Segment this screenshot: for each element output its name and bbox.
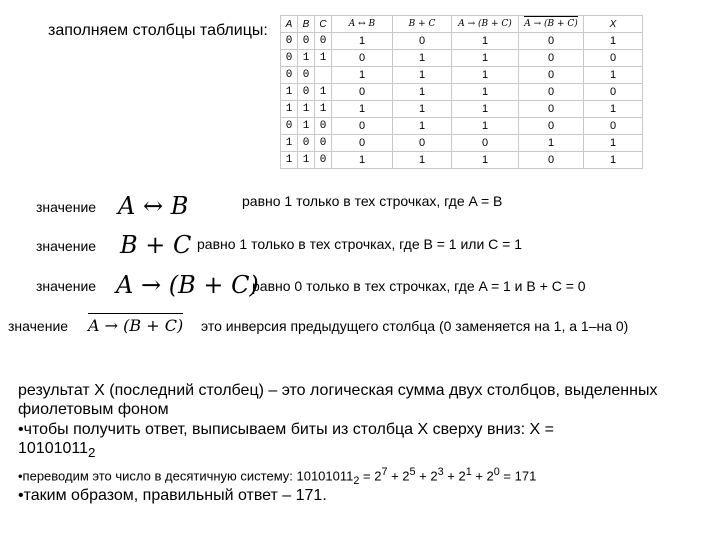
summary-paragraph-2 bbox=[18, 420, 708, 462]
p3-term-5: + 2 bbox=[471, 468, 494, 484]
header-negated-implication bbox=[519, 16, 584, 33]
table-cell: 1 bbox=[332, 101, 393, 118]
table-body bbox=[281, 33, 643, 169]
table-cell: 1 bbox=[452, 152, 519, 169]
table-cell: 1 bbox=[281, 84, 298, 101]
table-cell: 1 bbox=[584, 152, 643, 169]
table-cell: 0 bbox=[298, 135, 315, 152]
table-cell: 1 bbox=[315, 50, 332, 67]
p3-eq: = 2 bbox=[359, 468, 382, 484]
p3-exp-3: 3 bbox=[437, 466, 444, 478]
table-cell: 0 bbox=[298, 67, 315, 84]
explanation-2-text: равно 1 только в тех строчках, где B = 1 или C = 1 bbox=[197, 236, 523, 252]
table-cell: 0 bbox=[315, 152, 332, 169]
table-cell: 0 bbox=[519, 84, 584, 101]
table-cell: 1 bbox=[315, 84, 332, 101]
table-cell: 0 bbox=[584, 118, 643, 135]
explanation-3-label: значение bbox=[36, 278, 97, 294]
p3-exp-1: 7 bbox=[381, 466, 388, 478]
table-cell: 1 bbox=[452, 50, 519, 67]
summary-paragraph-2-base: 2 bbox=[88, 445, 96, 461]
table-cell: 1 bbox=[452, 33, 519, 50]
explanation-4-label: значение bbox=[8, 318, 69, 334]
table-cell: 0 bbox=[281, 67, 298, 84]
table-row bbox=[281, 101, 643, 118]
explanation-4-formula-text: A → (B + C) bbox=[88, 313, 183, 335]
table-row bbox=[281, 67, 643, 84]
table-cell: 1 bbox=[332, 152, 393, 169]
explanation-1-label: значение bbox=[36, 199, 97, 215]
table-cell: 1 bbox=[298, 118, 315, 135]
p3-term-4: + 2 bbox=[443, 468, 466, 484]
header-implication: A → (B + C) bbox=[452, 16, 519, 33]
table-row bbox=[281, 50, 643, 67]
p3-base: 2 bbox=[353, 474, 360, 487]
table-cell: 0 bbox=[519, 67, 584, 84]
table-cell: 1 bbox=[281, 135, 298, 152]
p3-exp-4: 1 bbox=[465, 466, 472, 478]
table-cell: 1 bbox=[298, 50, 315, 67]
header-a: A bbox=[281, 16, 298, 33]
table-cell: 1 bbox=[584, 67, 643, 84]
p3-exp-2: 5 bbox=[409, 466, 416, 478]
table-cell: 1 bbox=[393, 118, 452, 135]
table-cell: 1 bbox=[452, 118, 519, 135]
table-cell: 0 bbox=[519, 101, 584, 118]
table-cell bbox=[315, 67, 332, 84]
table-cell: 0 bbox=[332, 84, 393, 101]
table-cell: 0 bbox=[281, 33, 298, 50]
table-cell: 0 bbox=[332, 135, 393, 152]
table-cell: 0 bbox=[332, 118, 393, 135]
table-cell: 1 bbox=[315, 101, 332, 118]
table-cell: 0 bbox=[452, 135, 519, 152]
explanation-1-text: равно 1 только в тех строчках, где A = B bbox=[242, 193, 503, 209]
header-b: B bbox=[298, 16, 315, 33]
table-cell: 1 bbox=[298, 101, 315, 118]
table-row bbox=[281, 135, 643, 152]
table-cell: 0 bbox=[584, 84, 643, 101]
table-cell: 1 bbox=[332, 33, 393, 50]
table-cell: 1 bbox=[393, 50, 452, 67]
table-cell: 1 bbox=[452, 84, 519, 101]
table-row bbox=[281, 84, 643, 101]
explanation-4-text: это инверсия предыдущего столбца (0 заменяется на 1, а 1–на 0) bbox=[201, 318, 629, 334]
table-cell: 1 bbox=[393, 152, 452, 169]
summary-paragraph-2-bits: 10101011 bbox=[18, 440, 88, 457]
table-cell: 1 bbox=[332, 67, 393, 84]
p3-term-3: + 2 bbox=[415, 468, 438, 484]
table-cell: 1 bbox=[393, 84, 452, 101]
table-cell: 1 bbox=[393, 67, 452, 84]
table-cell: 0 bbox=[332, 50, 393, 67]
header-equivalence: A ↔ B bbox=[332, 16, 393, 33]
p3-prefix: •переводим это число в десятичную систему: 10101011 bbox=[18, 468, 354, 484]
table-row bbox=[281, 118, 643, 135]
table-cell: 1 bbox=[452, 101, 519, 118]
explanation-3-formula: A → (B + C) bbox=[116, 271, 259, 299]
table-cell: 0 bbox=[315, 135, 332, 152]
table-header-row bbox=[281, 16, 643, 33]
truth-table bbox=[280, 15, 643, 169]
table-cell: 0 bbox=[315, 33, 332, 50]
table-cell: 0 bbox=[298, 84, 315, 101]
header-c: C bbox=[315, 16, 332, 33]
table-cell: 0 bbox=[519, 33, 584, 50]
table-cell: 1 bbox=[452, 67, 519, 84]
table-cell: 1 bbox=[281, 101, 298, 118]
p3-tail: = 171 bbox=[499, 468, 537, 484]
table-cell: 1 bbox=[519, 135, 584, 152]
intro-label: заполняем столбцы таблицы: bbox=[48, 22, 268, 39]
table-row bbox=[281, 152, 643, 169]
summary-paragraph-1: результат X (последний столбец) – это логическая сумма двух столбцов, выделенных фиолетовым фоном bbox=[18, 382, 658, 418]
explanation-3-text: равно 0 только в тех строчках, где A = 1 и B + C = 0 bbox=[252, 278, 586, 294]
negated-implication-text: A → (B + C) bbox=[524, 16, 578, 29]
table-cell: 0 bbox=[584, 50, 643, 67]
table-cell: 0 bbox=[298, 33, 315, 50]
p3-exp-5: 0 bbox=[493, 466, 500, 478]
header-or: B + C bbox=[393, 16, 452, 33]
explanation-2-label: значение bbox=[36, 238, 97, 254]
summary-paragraph-2-text: •чтобы получить ответ, выписываем биты из столбца X сверху вниз: X = bbox=[18, 421, 554, 438]
summary-paragraph-4: •таким образом, правильный ответ – 171. bbox=[18, 487, 327, 504]
table-cell: 1 bbox=[584, 101, 643, 118]
table-cell: 1 bbox=[393, 101, 452, 118]
explanation-2-formula: B + C bbox=[120, 231, 192, 259]
table-cell: 1 bbox=[298, 152, 315, 169]
table-cell: 0 bbox=[393, 135, 452, 152]
table-cell: 0 bbox=[281, 50, 298, 67]
table-cell: 0 bbox=[393, 33, 452, 50]
table-cell: 0 bbox=[315, 118, 332, 135]
table-cell: 1 bbox=[281, 152, 298, 169]
explanation-1-formula: A ↔ B bbox=[118, 192, 189, 220]
table-cell: 0 bbox=[519, 118, 584, 135]
table-cell: 1 bbox=[584, 33, 643, 50]
table-cell: 0 bbox=[519, 152, 584, 169]
explanation-4-formula bbox=[88, 316, 183, 335]
table-cell: 1 bbox=[584, 135, 643, 152]
p3-term-2: + 2 bbox=[387, 468, 410, 484]
table-row bbox=[281, 33, 643, 50]
table-cell: 0 bbox=[519, 50, 584, 67]
table-cell: 0 bbox=[281, 118, 298, 135]
header-x: X bbox=[584, 16, 643, 33]
